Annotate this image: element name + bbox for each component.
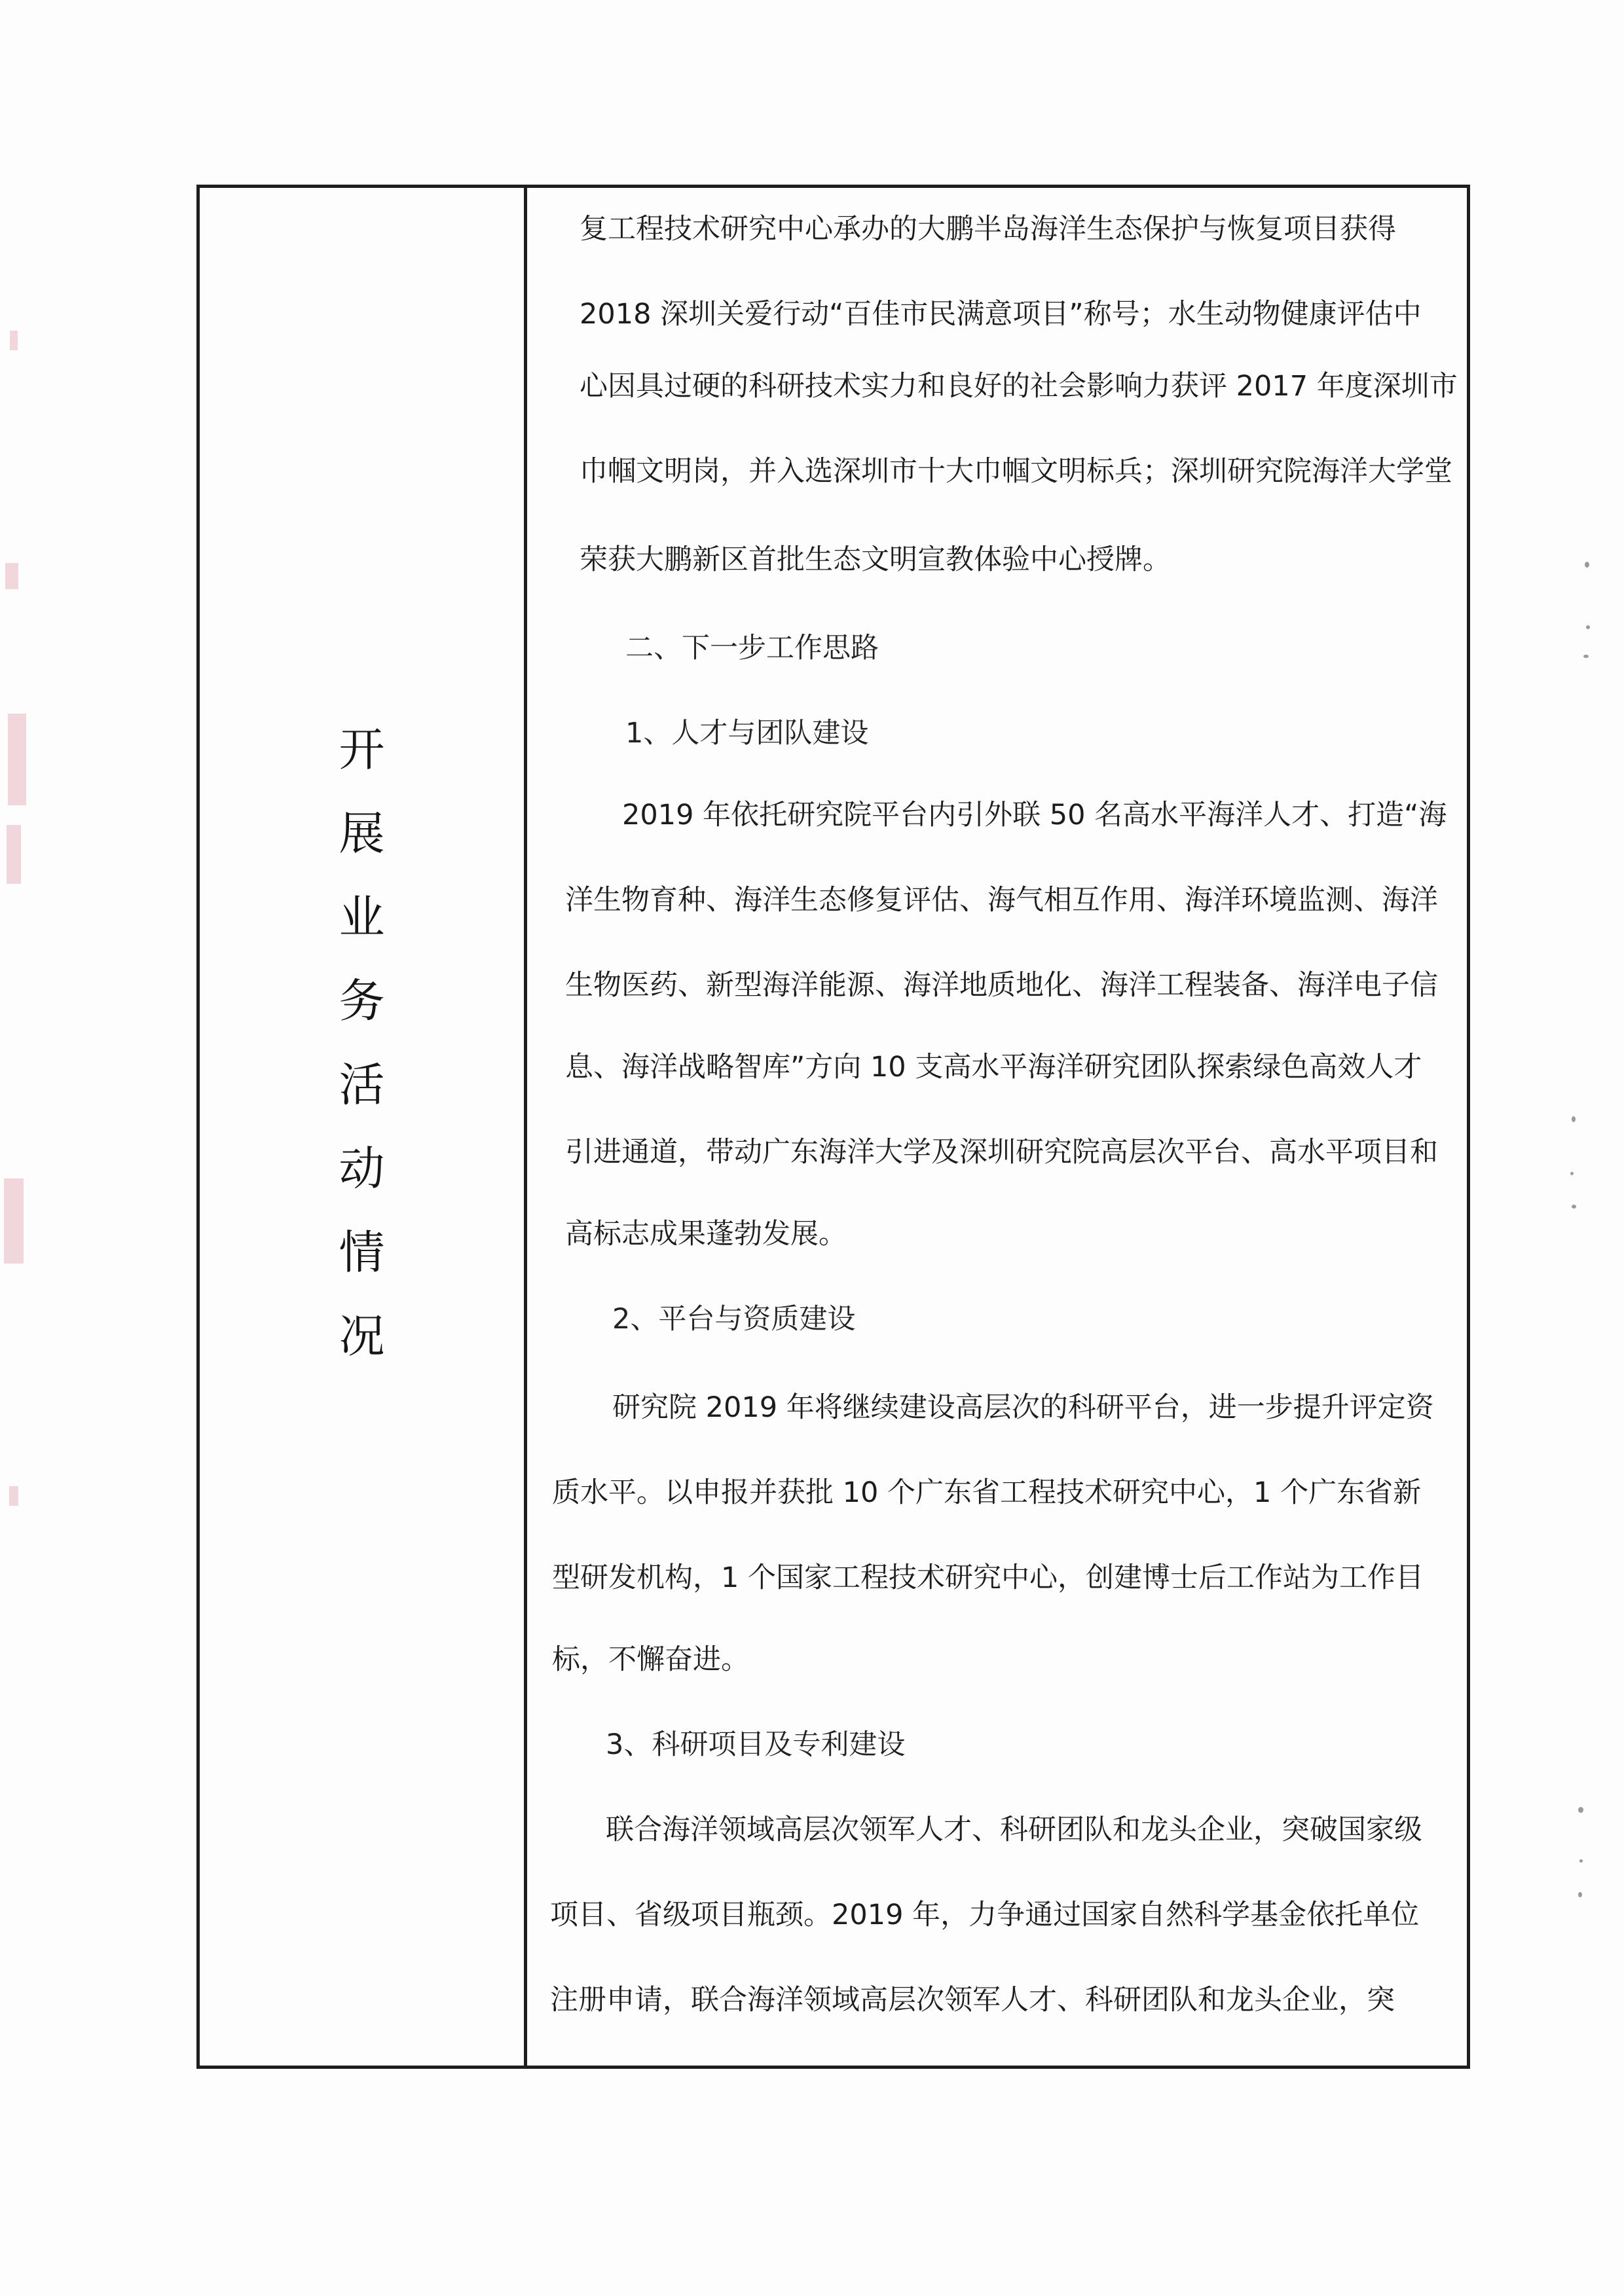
subsection-heading: 3、科研项目及专利建设: [606, 1728, 906, 1761]
paragraph-line: 型研发机构，1 个国家工程技术研究中心，创建博士后工作站为工作目: [552, 1561, 1424, 1594]
paragraph-line: 心因具过硬的科研技术实力和良好的社会影响力获评 2017 年度深圳市: [580, 370, 1458, 403]
paragraph-line: 联合海洋领域高层次领军人才、科研团队和龙头企业，突破国家级: [606, 1813, 1422, 1846]
speckle: [1572, 1116, 1576, 1122]
section-label-char: 务: [339, 974, 385, 1028]
speckle: [1572, 1205, 1576, 1209]
paragraph-line: 息、海洋战略智库”方向 10 支高水平海洋研究团队探索绿色高效人才: [565, 1051, 1422, 1084]
speckle: [1583, 655, 1589, 658]
section-label-char: 情: [339, 1226, 385, 1279]
speckle: [1570, 1172, 1574, 1175]
section-label-char: 况: [339, 1309, 385, 1363]
speckle: [1586, 625, 1590, 629]
stamp-bleed: [4, 1178, 24, 1264]
paragraph-line: 研究院 2019 年将继续建设高层次的科研平台，进一步提升评定资: [612, 1391, 1434, 1424]
speckle: [1578, 1807, 1583, 1813]
stamp-bleed: [5, 563, 18, 589]
section-label-char: 展: [339, 807, 385, 860]
paragraph-line: 洋生物育种、海洋生态修复评估、海气相互作用、海洋环境监测、海洋: [565, 884, 1438, 917]
paragraph-line: 2018 深圳关爱行动“百佳市民满意项目”称号；水生动物健康评估中: [580, 298, 1422, 331]
paragraph-line: 生物医药、新型海洋能源、海洋地质地化、海洋工程装备、海洋电子信: [565, 969, 1438, 1002]
paragraph-line: 巾帼文明岗，并入选深圳市十大巾帼文明标兵；深圳研究院海洋大学堂: [580, 455, 1452, 488]
section-label-cell: [200, 714, 524, 1401]
paragraph-line: 复工程技术研究中心承办的大鹏半岛海洋生态保护与恢复项目获得: [580, 213, 1396, 246]
paragraph-line: 荣获大鹏新区首批生态文明宣教体验中心授牌。: [580, 543, 1171, 576]
paragraph-line: 质水平。以申报并获批 10 个广东省工程技术研究中心，1 个广东省新: [552, 1476, 1422, 1509]
paragraph-line: 高标志成果蓬勃发展。: [565, 1218, 847, 1250]
subsection-heading: 1、人才与团队建设: [625, 717, 869, 750]
subsection-heading: 2、平台与资质建设: [612, 1303, 856, 1336]
speckle: [1578, 1892, 1582, 1897]
speckle: [1585, 562, 1589, 568]
paragraph-line: 引进通道，带动广东海洋大学及深圳研究院高层次平台、高水平项目和: [565, 1136, 1438, 1169]
paragraph-line: 2019 年依托研究院平台内引外联 50 名高水平海洋人才、打造“海: [622, 799, 1447, 831]
stamp-bleed: [9, 1486, 18, 1506]
paragraph-line: 注册申请，联合海洋领域高层次领军人才、科研团队和龙头企业，突: [550, 1984, 1395, 2016]
column-divider: [524, 185, 527, 2069]
paragraph-line: 项目、省级项目瓶颈。2019 年，力争通过国家自然科学基金依托单位: [550, 1899, 1420, 1931]
section-label-char: 业: [339, 890, 385, 944]
speckle: [1579, 1859, 1583, 1863]
paragraph-line: 标，不懈奋进。: [552, 1643, 749, 1676]
stamp-bleed: [8, 714, 26, 805]
section-heading: 二、下一步工作思路: [625, 632, 879, 665]
stamp-bleed: [7, 825, 21, 884]
section-label-char: 动: [339, 1142, 385, 1195]
section-label-char: 活: [339, 1058, 385, 1112]
stamp-bleed: [10, 331, 18, 350]
section-label-char: 开: [339, 723, 385, 776]
